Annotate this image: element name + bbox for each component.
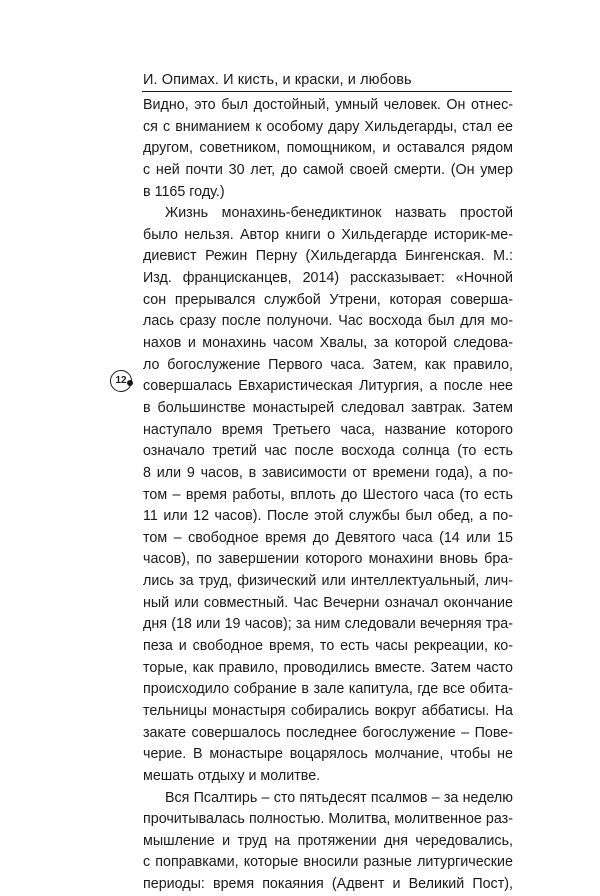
text-line: с ней почти 30 лет, до самой своей смерти. (Он умер (143, 161, 513, 178)
running-header: И. Опимах. И кисть, и краски, и любовь (143, 72, 412, 88)
text-line: Жизнь монахинь-бенедиктинок назвать простой (165, 205, 513, 222)
text-line: Вся Псалтирь – сто пятьдесят псалмов – за неделю (165, 789, 513, 806)
text-line: дня (18 или 19 часов); за ним следовали вечерняя тра- (143, 616, 513, 633)
text-line: периоды: время покаяния (Адвент и Великий Пост), (143, 876, 513, 893)
text-line: 8 или 9 часов, в зависимости от времени года), а по- (143, 464, 513, 481)
text-line: с поправками, которые вносили разные литургические (143, 854, 513, 871)
text-line: означало третий час после восхода солнца (то есть (143, 443, 513, 460)
text-line: 11 или 12 часов). После этой службы был обед, а по- (143, 508, 513, 525)
text-line: совершалась Евхаристическая Литургия, а после нее (143, 378, 513, 395)
text-line: мышление и труд на протяжении дня чередовались, (143, 832, 513, 849)
text-line: часов), по завершении которого монахини вновь бра- (143, 551, 513, 568)
body-text (143, 95, 513, 896)
text-line: сон прерывался службой Утрени, которая соверша- (143, 291, 513, 308)
text-line: ся с вниманием к особому дару Хильдегарды, стал ее (143, 118, 513, 135)
text-line: ло богослужение Первого часа. Затем, как правило, (143, 356, 513, 373)
text-line: Видно, это был достойный, умный человек. Он отнес- (143, 97, 513, 113)
text-line: пеза и свободное время, то есть часы рекреации, ко- (143, 638, 513, 655)
text-line: том – время работы, вплоть до Шестого часа (то есть (143, 486, 513, 503)
text-line: другом, советником, помощником, и оставался рядом (143, 140, 513, 157)
text-line: торые, как правило, проводились вместе. Затем часто (143, 659, 513, 676)
text-line: происходило собрание в зале капитула, где все обита- (143, 681, 513, 698)
text-line: черие. В монастыре воцарялось молчание, чтобы не (143, 746, 513, 763)
text-line: было нельзя. Автор книги о Хильдегарде историк-ме- (143, 226, 513, 243)
text-line: в большинстве монастырей следовал завтрак. Затем (143, 399, 513, 416)
text-line: ный или совместный. Час Вечерни означал окончание (143, 594, 513, 611)
header-rule (142, 91, 512, 92)
text-line: мешать отдыху и молитве. (143, 767, 321, 784)
text-line: нахов и монахинь часом Хвалы, за которой следова- (143, 335, 513, 352)
text-line: тельницы монастыря собирались вокруг аббатисы. На (143, 702, 513, 719)
text-line: в 1165 году.) (143, 183, 225, 200)
text-line: прочитывалась полностью. Молитва, молитвенное раз- (143, 811, 513, 828)
text-line: закате совершалось последнее богослужение – Пове- (143, 724, 513, 741)
text-line: лась сразу после полуночи. Час восхода был для мо- (143, 313, 513, 330)
text-line: наступало время Третьего часа, название которого (143, 421, 513, 438)
text-line: диевист Режин Перну (Хильдегарда Бингенская. М.: (143, 248, 513, 265)
page-number-marker-icon (127, 380, 133, 386)
page-number: 12 (110, 370, 132, 392)
text-line: том – свободное время до Девятого часа (14 или 15 (143, 529, 513, 546)
text-line: Изд. францисканцев, 2014) рассказывает: «Ночной (143, 270, 513, 287)
text-line: лись за труд, физический или интеллектуальный, лич- (143, 573, 513, 590)
